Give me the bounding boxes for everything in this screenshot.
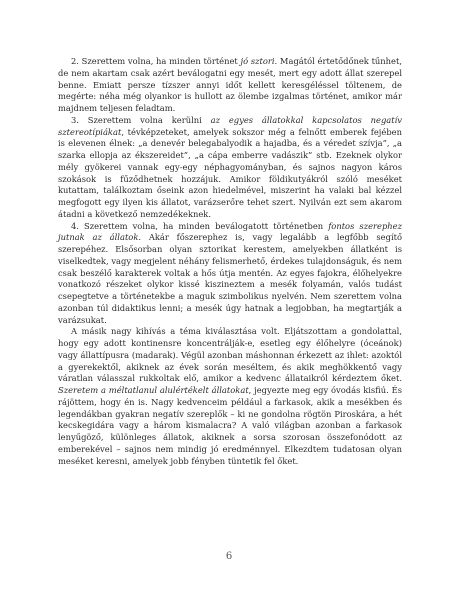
paragraph-2-text-continued: . Magától értetődőnek tűnhet, de nem akartam csak azért beválogatni egy mesét, mert egy adott állat szerepel benne. Emiatt persze tízszer annyi időt kellett keresgéléssel töltenem, de megérte: néha még olyankor is hullott az ölembe izgalmas történet, amikor már majdnem teljesen feladtam. — [58, 56, 402, 113]
paragraph-challenge-text: A másik nagy kihívás a téma kiválasztása volt. Eljátszottam a gondolattal, hogy egy adott kontinensre koncentrálják-e, esetleg egy élőhelyre (óceánok) vagy állattípusra (madarak). Végül azonban máshonnan érkezett az ihlet: azoktól a gyerekektől, akiknek az évek során meséltem, és akik meghökkentő vagy váratlan válasszal rukkoltak elő, amikor a kedvenc állataikról kérdeztem őket. — [58, 326, 402, 384]
paragraph-3-text: 3. Szerettem volna kerülni — [71, 114, 211, 125]
paragraph-3-text-continued: , tévképzeteket, amelyek sokszor még a felnőtt emberek fejében is elevenen élnek: „a denevér belegabalyodik a hajadba, és a véredet szívja”, „a szarka ellopja az ékszereidet”, „a cápa emberre vadászik” stb. Ezeknek olykor mély gyökerei vannak egy-egy néphagyományban, és sajnos nagyon káros szokások is fűződhetnek hozzájuk. Amikor földikutyákról szóló meséket kutattam, találkoztam őseink azon hiedelmével, miszerint ha valaki bal kézzel megfogott egy ilyen kis állatot, varázserőre tehet szert. Nyilván ezt sem akarom átadni a következő nemzedékeknek. — [58, 126, 402, 219]
page-body — [58, 56, 402, 467]
paragraph-2-emphasis: jó sztori — [240, 56, 275, 66]
paragraph-3-emphasis: az egyes állatokkal kapcsolatos negatív sztereotípiákat — [58, 114, 402, 137]
page-number: 6 — [225, 551, 233, 562]
paragraph-3 — [58, 115, 402, 221]
paragraph-challenge-text-continued: , jegyezte meg egy óvodás kisfiú. És rájöttem, hogy én is. Nagy kedvenceim például a farkasok, akik a mesékben és legendákban gyakran negatív szereplők – ki ne gondolna rögtön Piroskára, a hét kecskegidára vagy a három kismalacra? A való világban azonban a farkasok lenyűgöző, különleges állatok, akiknek a sorsa szorosan összefonódott az emberekével – sajnos nem mindig jó eredménnyel. Elkezdtem tudatosan olyan meséket keresni, amelyek jobb fényben tüntetik fel őket. — [58, 385, 402, 466]
paragraph-challenge — [58, 326, 402, 467]
paragraph-4-emphasis: fontos szerephez jutnak az állatok — [58, 220, 402, 243]
paragraph-challenge-emphasis: Szeretem a méltatlanul alulértékelt állatokat — [58, 385, 249, 395]
paragraph-4-text-continued: . Akár főszerephez is, vagy legalább a legfőbb segítő szerepéhez. Elsősorban olyan sztorikat kerestem, amelyekben állatként is viselkedtek, vagy megjelent néhány felismerhető, érdekes tulajdonságuk, és nem csak beszélő karakterek voltak a hős útja mentén. Az egyes fajokra, élőhelyekre vonatkozó részeket olykor kissé kiszineztem a mesék folyamán, valós tudást csepegtetve a történetekbe a maguk szimbolikus nyelvén. Nem szerettem volna azonban túl didaktikus lenni; a mesék úgy hatnak a legjobban, ha megtartják a varázsukat. — [58, 232, 402, 325]
paragraph-4-text: 4. Szerettem volna, ha minden beválogatott történetben — [71, 220, 329, 231]
paragraph-2 — [58, 56, 402, 115]
paragraph-4 — [58, 221, 402, 327]
paragraph-2-text: 2. Szerettem volna, ha minden történet — [71, 56, 241, 66]
